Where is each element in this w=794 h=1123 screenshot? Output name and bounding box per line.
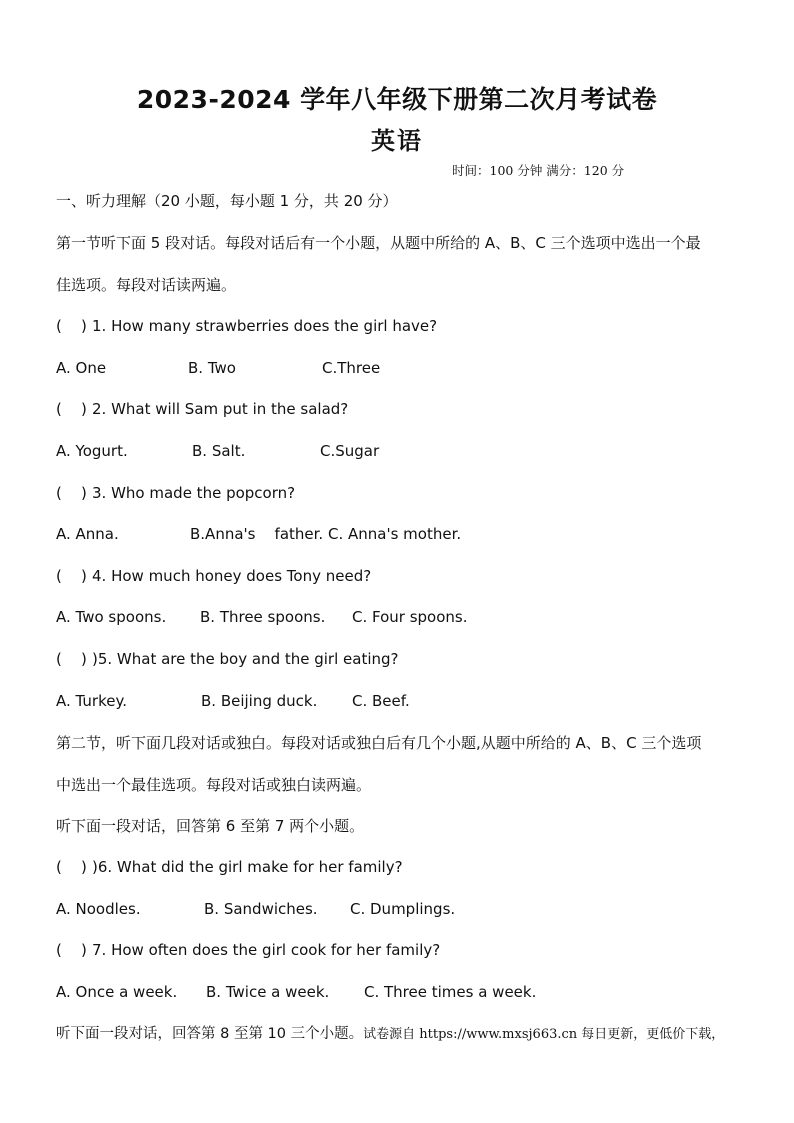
option-b: B. Salt. xyxy=(192,442,246,460)
option-a: A. Yogurt. xyxy=(56,442,128,460)
option-a: A. Two spoons. xyxy=(56,608,167,626)
option-b: B. Sandwiches. xyxy=(204,900,318,918)
option-b: B. Three spoons. xyxy=(200,608,326,626)
option-a: A. One xyxy=(56,359,107,377)
answer-blank[interactable]: ( ) xyxy=(56,484,87,502)
answer-blank[interactable]: ( ) xyxy=(56,567,87,585)
question-5 xyxy=(56,649,399,669)
question-3 xyxy=(56,483,295,503)
exam-title: 2023-2024 学年八年级下册第二次月考试卷 xyxy=(136,85,658,114)
question-2 xyxy=(56,399,348,419)
part1-title: 一、听力理解（20 小题，每小题 1 分，共 20 分） xyxy=(56,192,398,210)
exam-time-info: 时间：100 分钟 满分：120 分 xyxy=(452,163,625,178)
answer-blank[interactable]: ( ) xyxy=(56,400,87,418)
question-text: 7. How often does the girl cook for her family? xyxy=(92,941,441,959)
dialog-intro-8-10: 听下面一段对话，回答第 8 至第 10 三个小题。试卷源自 https://www.mxsj663.cn 每日更新，更低价下载， xyxy=(56,1026,725,1042)
option-b: B. Beijing duck. xyxy=(201,692,318,710)
question-text: )6. What did the girl make for her family? xyxy=(92,858,403,876)
section1-intro-line1: 第一节听下面 5 段对话。每段对话后有一个小题，从题中所给的 A、B、C 三个选项中选出一个最 xyxy=(56,234,701,252)
option-c: C. Four spoons. xyxy=(352,608,468,626)
answer-blank[interactable]: ( ) xyxy=(56,941,87,959)
option-c: C.Three xyxy=(322,359,381,377)
option-a: A. Turkey. xyxy=(56,692,127,710)
section1-intro-line2: 佳选项。每段对话读两遍。 xyxy=(56,276,237,294)
option-c: C. Beef. xyxy=(352,692,410,710)
question-text: 1. How many strawberries does the girl have? xyxy=(92,317,438,335)
option-c: C. Anna's mother. xyxy=(328,525,462,543)
question-7 xyxy=(56,940,440,960)
question-text: )5. What are the boy and the girl eating? xyxy=(92,650,399,668)
option-c: C. Three times a week. xyxy=(364,983,537,1001)
dialog-intro-6-7: 听下面一段对话，回答第 6 至第 7 两个小题。 xyxy=(56,817,365,835)
question-text: 2. What will Sam put in the salad? xyxy=(92,400,349,418)
answer-blank[interactable]: ( ) xyxy=(56,858,87,876)
answer-blank[interactable]: ( ) xyxy=(56,317,87,335)
section2-intro-line2: 中选出一个最佳选项。每段对话或独白读两遍。 xyxy=(56,776,372,794)
option-b: B.Anna's father. xyxy=(190,525,324,543)
question-text: 4. How much honey does Tony need? xyxy=(92,567,372,585)
option-a: A. Anna. xyxy=(56,525,119,543)
answer-blank[interactable]: ( ) xyxy=(56,650,87,668)
footer-source-link[interactable]: 试卷源自 https://www.mxsj663.cn 每日更新，更低价下载， xyxy=(363,1027,725,1042)
option-a: A. Noodles. xyxy=(56,900,141,918)
question-6 xyxy=(56,857,403,877)
option-a: A. Once a week. xyxy=(56,983,178,1001)
option-b: B. Twice a week. xyxy=(206,983,330,1001)
option-c: C. Dumplings. xyxy=(350,900,456,918)
section2-intro-line1: 第二节，听下面几段对话或独白。每段对话或独白后有几个小题,从题中所给的 A、B、C 三个选项 xyxy=(56,734,702,752)
option-c: C.Sugar xyxy=(320,442,380,460)
question-4 xyxy=(56,566,371,586)
exam-subject: 英语 xyxy=(371,127,423,155)
option-b: B. Two xyxy=(188,359,236,377)
question-1 xyxy=(56,316,437,336)
question-text: 3. Who made the popcorn? xyxy=(92,484,296,502)
